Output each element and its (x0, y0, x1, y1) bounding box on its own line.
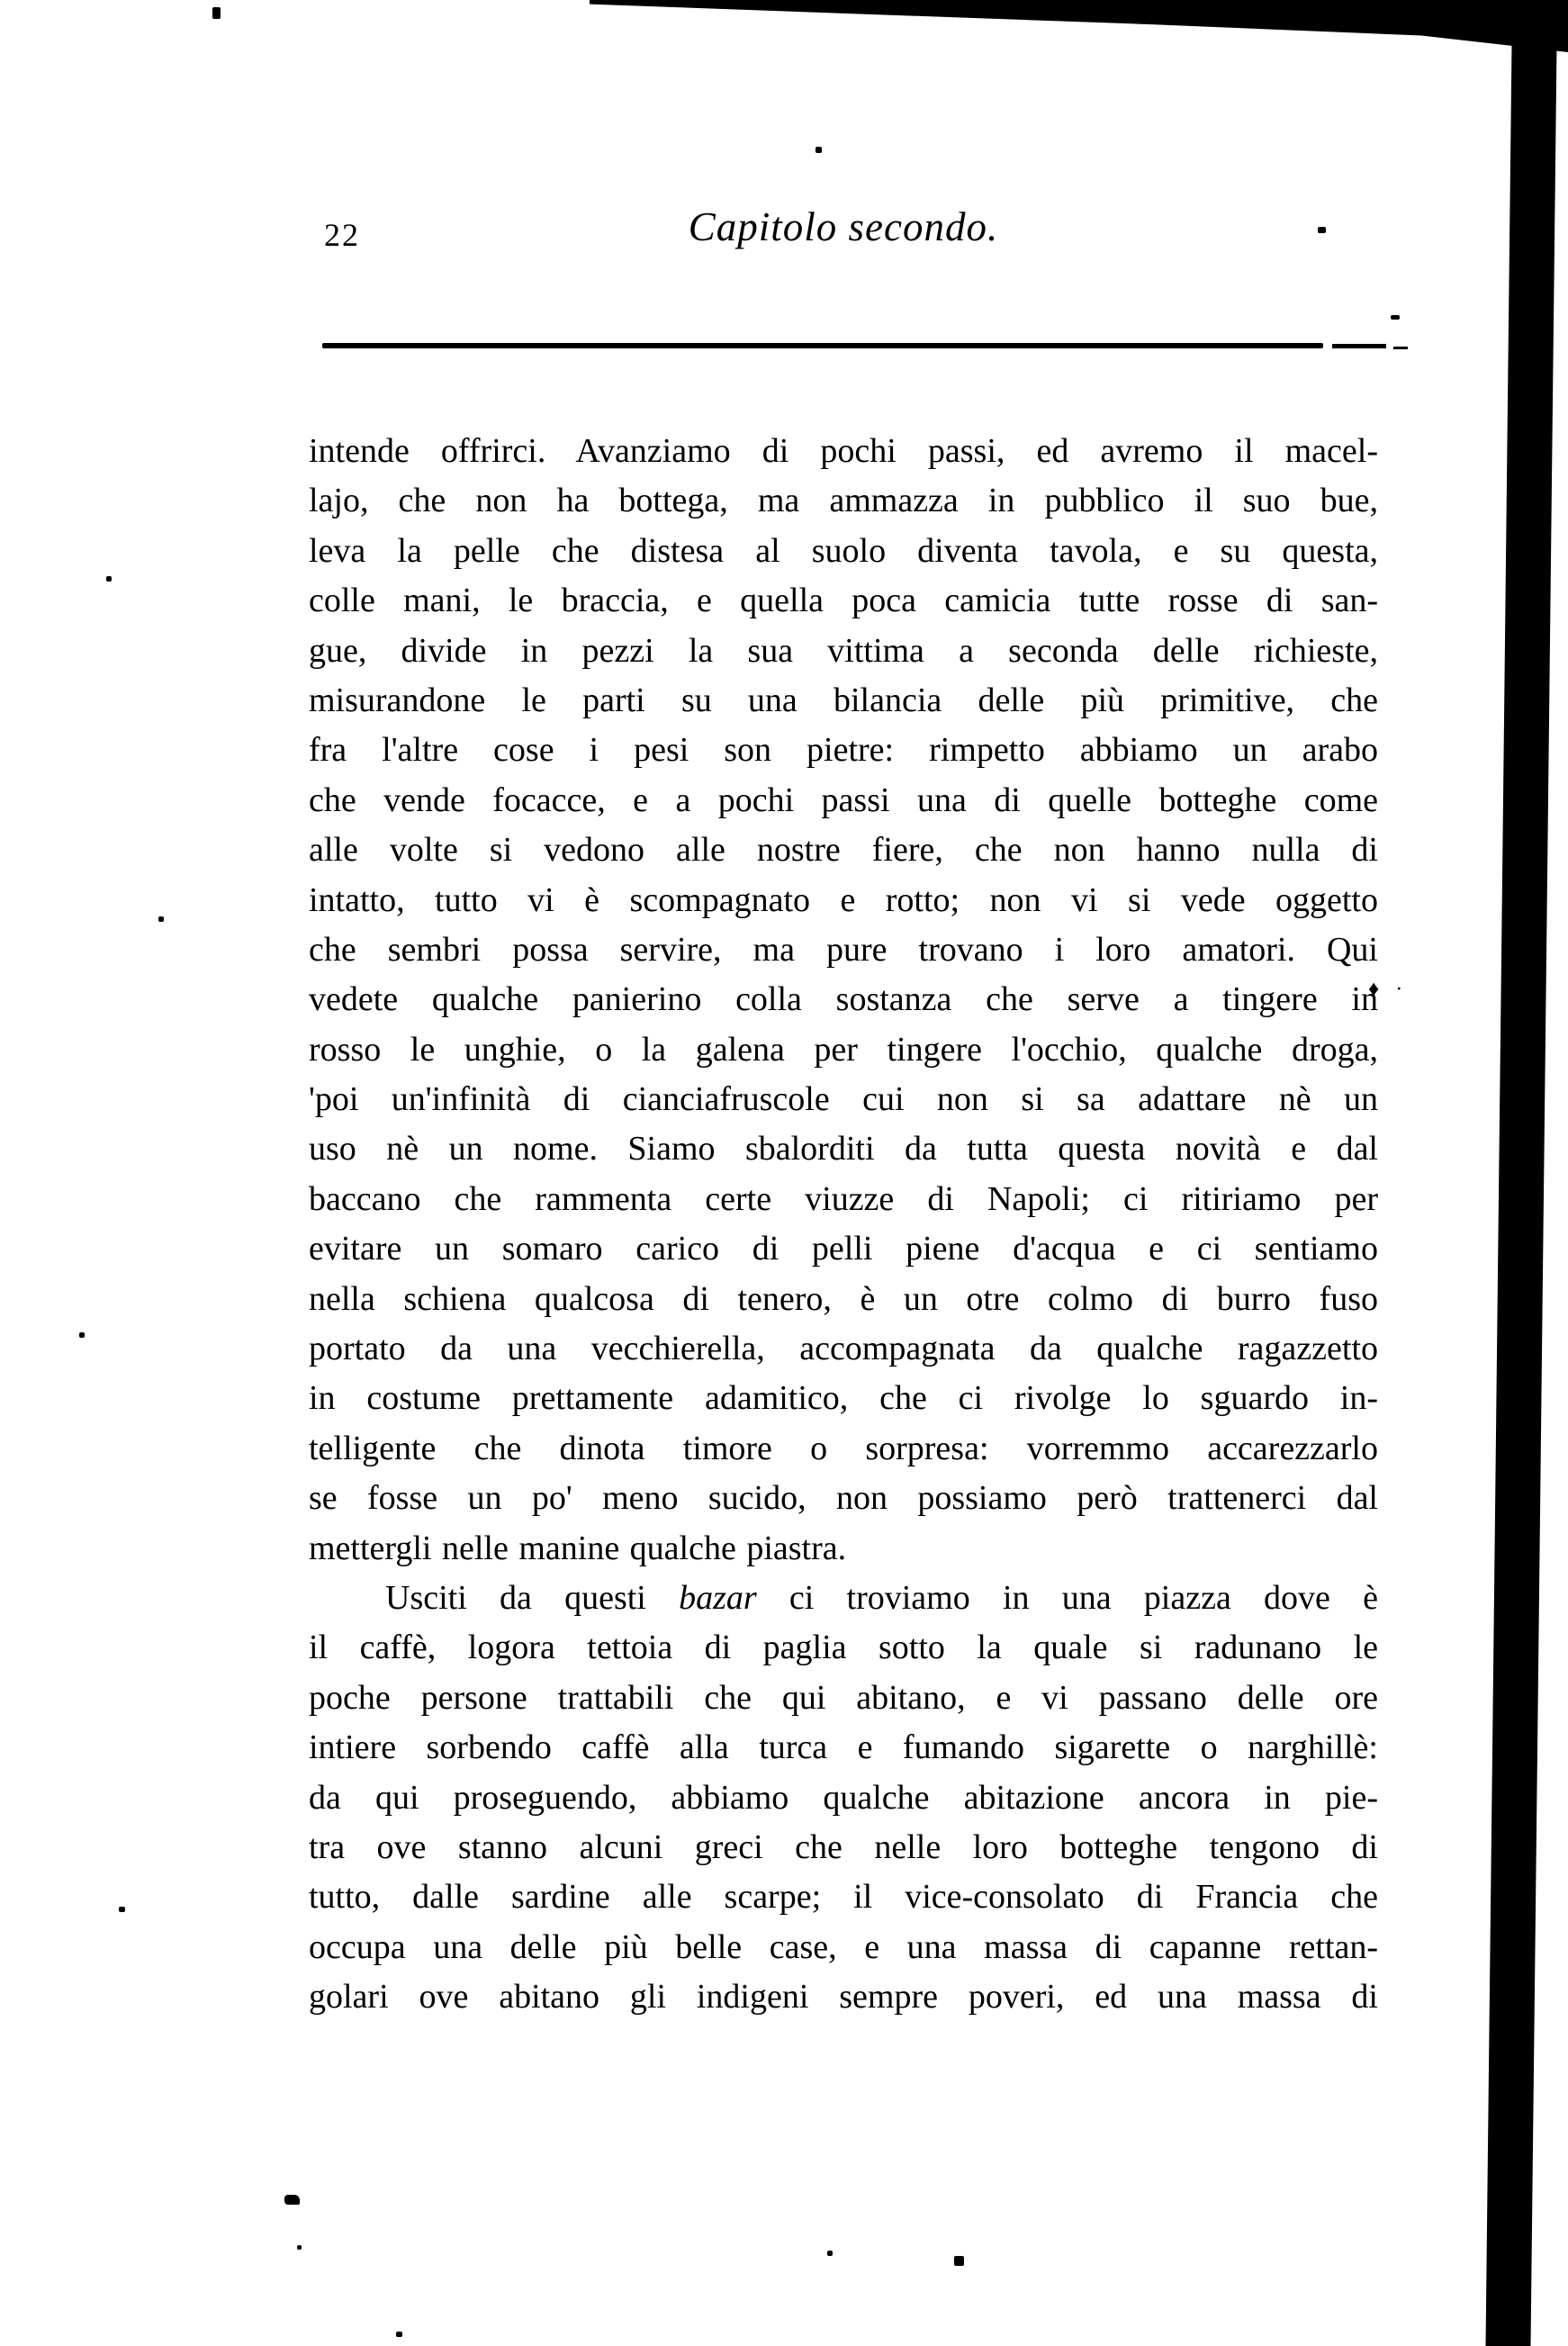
text-line: intatto, tutto vi è scompagnato e rotto; non vi si vede oggetto (309, 880, 1378, 919)
text-line: lajo, che non ha bottega, ma ammazza in pubblico il suo bue, (309, 482, 1378, 520)
text-line: il caffè, logora tettoia di paglia sotto la quale si radunano le (309, 1629, 1378, 1667)
text-line: poche persone trattabili che qui abitano, e vi passano delle ore (309, 1678, 1378, 1717)
text-line: tra ove stanno alcuni greci che nelle loro botteghe tengono di (309, 1827, 1378, 1866)
margin-mark: ♦ · (1368, 978, 1409, 1001)
header-rule-segment (1332, 344, 1386, 348)
text-line: che vende focacce, e a pochi passi una di quelle botteghe come (309, 780, 1378, 819)
text-line: colle mani, le braccia, e quella poca camicia tutte rosse di san- (309, 582, 1378, 620)
scan-gutter-band (1485, 0, 1557, 2346)
text-line: portato da una vecchierella, accompagnata da qualche ragazzetto (309, 1330, 1378, 1368)
text-line: evitare un somaro carico di pelli piene d'acqua e ci sentiamo (309, 1230, 1378, 1268)
text-line: baccano che rammenta certe viuzze di Napoli; ci ritiriamo per (309, 1179, 1378, 1218)
text-line: Usciti da questi bazar ci troviamo in una piazza dove è (385, 1578, 1379, 1617)
text-line: tutto, dalle sardine alle scarpe; il vice-consolato di Francia che (309, 1878, 1378, 1917)
text-line: in costume prettamente adamitico, che ci rivolge lo sguardo in- (309, 1379, 1378, 1418)
page-number: 22 (324, 217, 360, 253)
text-line: nella schiena qualcosa di tenero, è un otre colmo di burro fuso (309, 1279, 1378, 1318)
text-line: occupa una delle più belle case, e una massa di capanne rettan- (309, 1927, 1378, 1966)
header-rule-dash (1393, 347, 1408, 349)
body-text (309, 427, 1378, 2023)
text-line: mettergli nelle manine qualche piastra. (309, 1529, 847, 1567)
scan-speck (297, 2245, 302, 2250)
text-line: leva la pelle che distesa al suolo diventa tavola, e su questa, (309, 531, 1378, 570)
header-rule (322, 343, 1323, 348)
scan-speck (816, 147, 822, 153)
text-line: che sembri possa servire, ma pure trovano i loro amatori. Qui (309, 930, 1378, 969)
scan-speck (954, 2256, 964, 2266)
text-line: rosso le unghie, o la galena per tingere l'occhio, qualche droga, (309, 1030, 1378, 1069)
text-line: fra l'altre cose i pesi son pietre: rimpetto abbiamo un arabo (309, 731, 1378, 770)
scan-ink-blot (284, 2195, 300, 2205)
text-line: alle volte si vedono alle nostre fiere, che non hanno nulla di (309, 831, 1378, 870)
scan-speck (158, 916, 164, 922)
scan-speck (1318, 227, 1326, 233)
scan-speck (119, 1907, 125, 1912)
text-line: intiere sorbendo caffè alla turca e fumando sigarette o narghillè: (309, 1728, 1378, 1767)
text-line: vedete qualche panierino colla sostanza che serve a tingere in (309, 980, 1378, 1019)
text-line: telligente che dinota timore o sorpresa: vorremmo accarezzarlo (309, 1429, 1378, 1467)
scan-speck (212, 7, 221, 19)
text-line: da qui proseguendo, abbiamo qualche abitazione ancora in pie- (309, 1778, 1378, 1817)
scan-top-edge-stain (590, 0, 1568, 52)
text-line: 'poi un'infinità di cianciafruscole cui non si sa adattare nè un (309, 1080, 1378, 1119)
text-line: golari ove abitano gli indigeni sempre poveri, ed una massa di (309, 1978, 1378, 2017)
text-line: se fosse un po' meno sucido, non possiamo però trattenerci dal (309, 1479, 1378, 1518)
scan-speck (106, 576, 112, 582)
text-line: intende offrirci. Avanziamo di pochi passi, ed avremo il macel- (309, 432, 1378, 470)
text-line: misurandone le parti su una bilancia delle più primitive, che (309, 681, 1378, 719)
text-line: uso nè un nome. Siamo sbalorditi da tutta questa novità e dal (309, 1130, 1378, 1168)
running-title: Capitolo secondo. (688, 204, 999, 249)
text-line: gue, divide in pezzi la sua vittima a seconda delle richieste, (309, 631, 1378, 670)
scan-speck (79, 1332, 85, 1338)
scan-speck (396, 2332, 402, 2337)
scan-speck (827, 2251, 833, 2256)
scan-speck (1391, 315, 1400, 320)
